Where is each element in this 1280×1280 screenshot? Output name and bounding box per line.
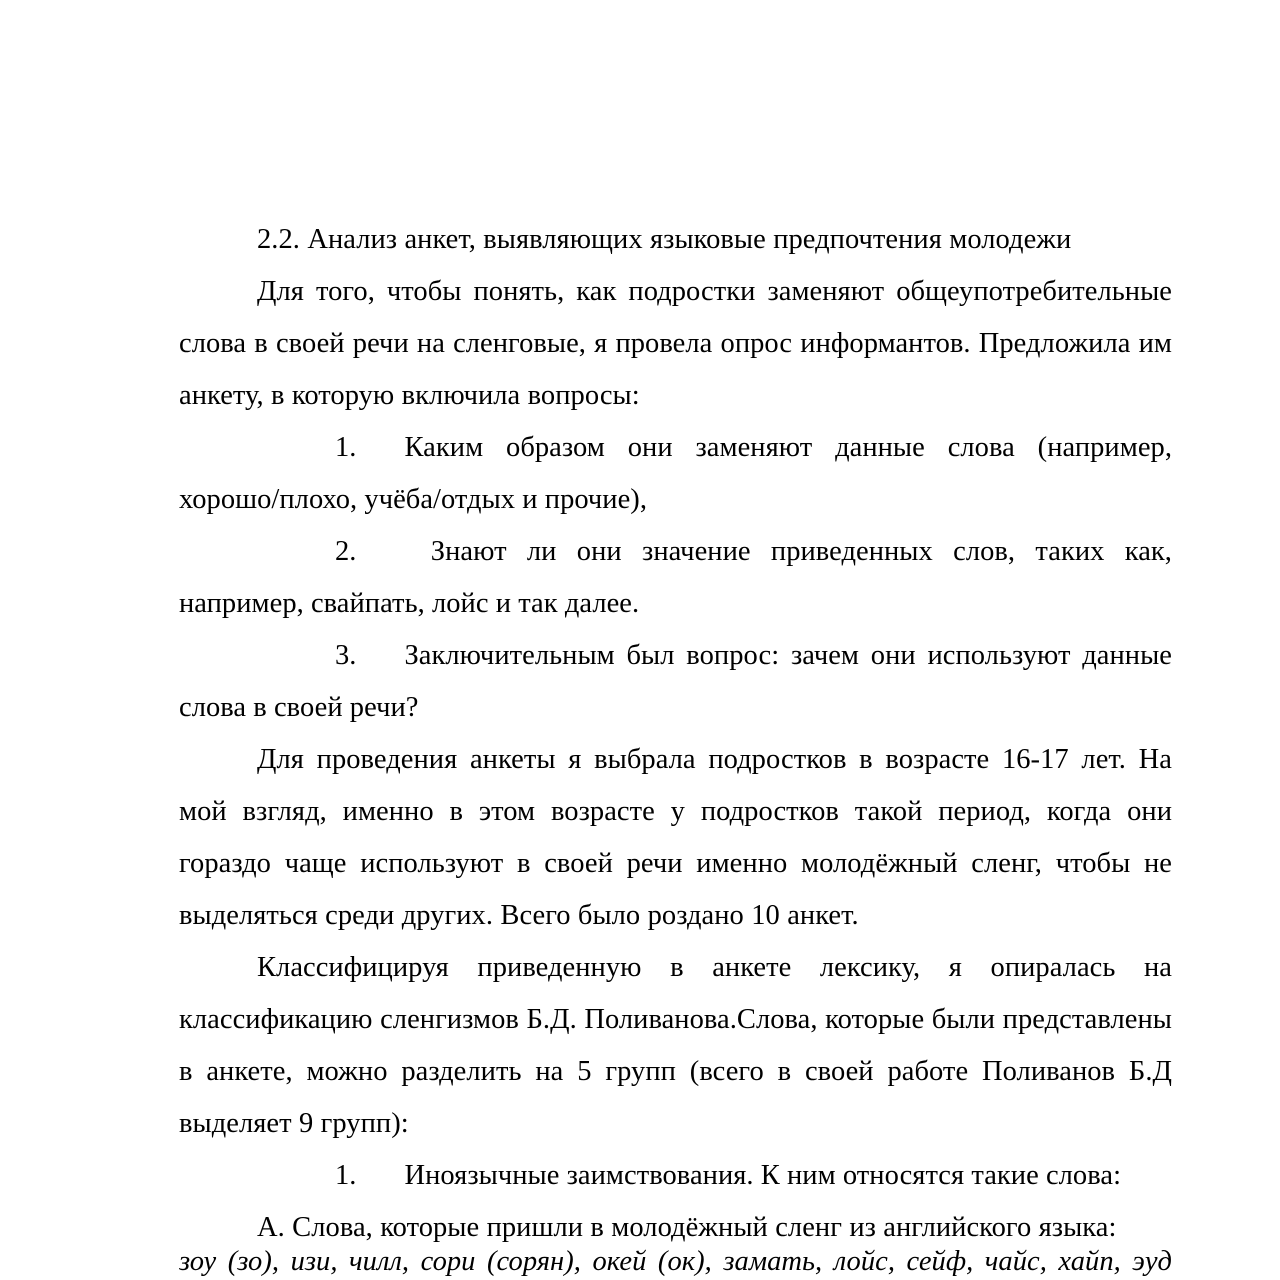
question-item-3-text: Заключительным был вопрос: зачем они используют данные слова в своей речи? [179, 640, 1172, 723]
question-item-1-text: Каким образом они заменяют данные слова (например, хорошо/плохо, учёба/отдых и прочие), [179, 432, 1172, 515]
question-item-1 [179, 422, 1172, 526]
document-text-column [179, 214, 1172, 1254]
paragraph-intro: Для того, чтобы понять, как подростки заменяют общеупотребительные слова в своей речи на сленговые, я провела опрос информантов. Предложила им анкету, в которую включила вопросы: [179, 276, 1172, 411]
group-item-1-number: 1. [335, 1160, 357, 1191]
examples-line-text: зоу (зо), изи, чилл, сори (сорян), окей (ок), замать, лойс, сейф, чайс, хайп, эуд [179, 1248, 1172, 1277]
paragraph-classification: Классифицируя приведенную в анкете лексику, я опиралась на классификацию сленгизмов Б.Д. Поливанова.Слова, которые были представлены в анкете, можно разделить на 5 групп (всего в своей работе Поливанов Б.Д выделяет 9 групп): [179, 952, 1172, 1139]
question-item-3 [179, 630, 1172, 734]
question-item-1-number: 1. [335, 432, 357, 463]
section-heading: 2.2. Анализ анкет, выявляющих языковые предпочтения молодежи [257, 224, 1072, 255]
question-item-2 [179, 526, 1172, 630]
question-item-2-text: Знают ли они значение приведенных слов, таких как, например, свайпать, лойс и так далее. [179, 536, 1172, 619]
examples-line-clipped [179, 1248, 1172, 1280]
question-item-2-number: 2. [335, 536, 357, 567]
question-item-3-number: 3. [335, 640, 357, 671]
subgroup-label-a: А. Слова, которые пришли в молодёжный сленг из английского языка: [257, 1212, 1117, 1243]
group-item-1-text: Иноязычные заимствования. К ним относятся такие слова: [404, 1160, 1122, 1191]
paragraph-survey-age: Для проведения анкеты я выбрала подростков в возрасте 16-17 лет. На мой взгляд, именно в этом возрасте у подростков такой период, когда они гораздо чаще используют в своей речи именно молодёжный сленг, чтобы не выделяться среди других. Всего было роздано 10 анкет. [179, 744, 1172, 931]
group-item-1 [179, 1150, 1172, 1202]
